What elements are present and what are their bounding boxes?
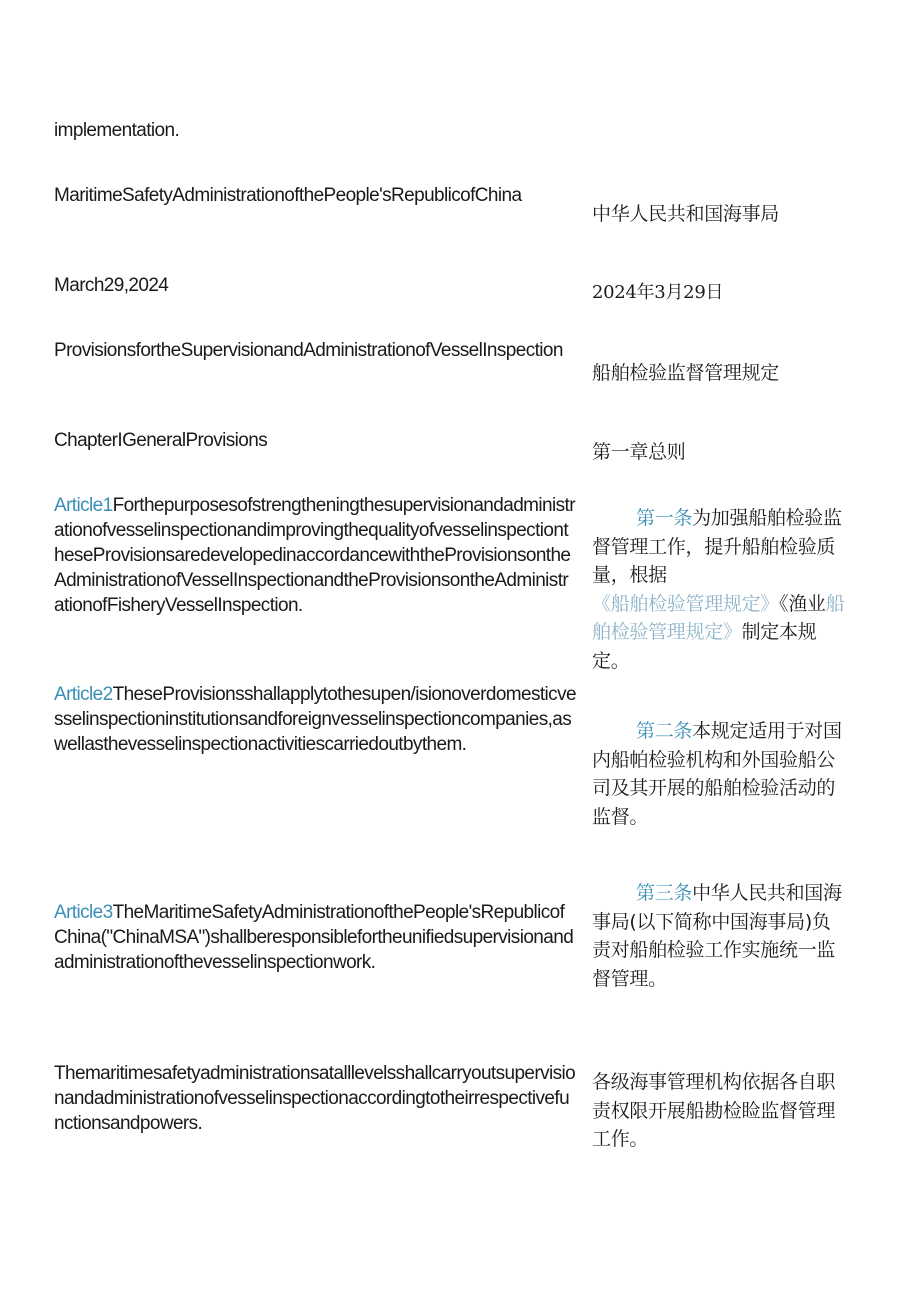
en-authority: MaritimeSafetyAdministrationofthePeople'sRepublicofChina xyxy=(54,185,522,206)
en-article-2-text: TheseProvisionsshallapplytothesupen/isionoverdomesticvesselinspectioninstitutionsandforeignvesselinspectioncompanies,aswellasthevesselinspectionactivitiescarriedoutbythem. xyxy=(54,684,576,755)
zh-article-2 xyxy=(592,717,848,831)
zh-article-1-end: 制定本规定。 xyxy=(592,621,817,672)
en-article-2 xyxy=(54,682,576,757)
zh-article-1-ref-2: 船舶检验管理规定》 xyxy=(592,592,845,643)
en-article-3-text: TheMaritimeSafetyAdministrationofthePeople'sRepublicofChina("ChinaMSA")shallberesponsiblefortheunifiedsupervisionandadministrationofthevesselinspectionwork. xyxy=(54,902,574,973)
zh-article-3-label: 第三条 xyxy=(636,882,693,904)
zh-article-2-label: 第二条 xyxy=(636,720,693,742)
en-article-1-label: Article1 xyxy=(54,495,113,516)
en-paragraph-last: Themaritimesafetyadministrationsatalllevelsshallcarryoutsupervisionandadministrationofvesselinspectionaccordingtotheirrespectivefunctionsandpowers. xyxy=(54,1063,576,1134)
en-article-1 xyxy=(54,493,576,618)
en-title: ProvisionsfortheSupervisionandAdministrationofVesselInspection xyxy=(54,340,563,361)
zh-article-1-text: 为加强船舶检验监督管理工作，提升船舶检验质量，根据 xyxy=(592,507,842,586)
zh-article-1-ref-2-open: 《渔业 xyxy=(779,592,826,615)
zh-article-3 xyxy=(592,879,848,993)
zh-article-1-ref-1: 《船舶检验管理规定》 xyxy=(592,592,780,615)
en-date: March29,2024 xyxy=(54,275,169,296)
zh-date: 2024年3月29日 xyxy=(592,282,724,303)
zh-article-1 xyxy=(592,504,848,672)
zh-article-3-text: 中华人民共和国海事局(以下简称中国海事局)负责对船舶检验工作实施统一监督管理。 xyxy=(592,882,842,990)
en-article-3-label: Article3 xyxy=(54,902,113,923)
en-article-2-label: Article2 xyxy=(54,684,113,705)
en-article-1-text: ForthepurposesofstrengtheningthesupervisionandadministrationofvesselinspectionandimprovingthequalityofvesselinspectiontheseProvisionsaredevelopedinaccordancewiththeProvisionsontheAdministrationofVesselInspectionandtheProvisionsontheAdministrationofFisheryVesselInspection. xyxy=(54,495,575,616)
en-chapter: ChapterIGeneralProvisions xyxy=(54,430,268,451)
zh-article-2-text: 本规定适用于对国内船帕检验机构和外国验船公司及其开展的船舶检验活动的监督。 xyxy=(592,720,842,828)
zh-authority: 中华人民共和国海事局 xyxy=(592,203,780,225)
zh-article-1-label: 第一条 xyxy=(636,507,693,529)
zh-title: 船舶检验监督管理规定 xyxy=(592,362,780,384)
en-implementation: implementation. xyxy=(54,120,180,141)
zh-chapter: 第一章总则 xyxy=(592,441,686,463)
zh-paragraph-last: 各级海事管理机构依据各自职责权限开展船勘检睑监督管理工作。 xyxy=(592,1071,836,1150)
en-article-3 xyxy=(54,900,576,975)
